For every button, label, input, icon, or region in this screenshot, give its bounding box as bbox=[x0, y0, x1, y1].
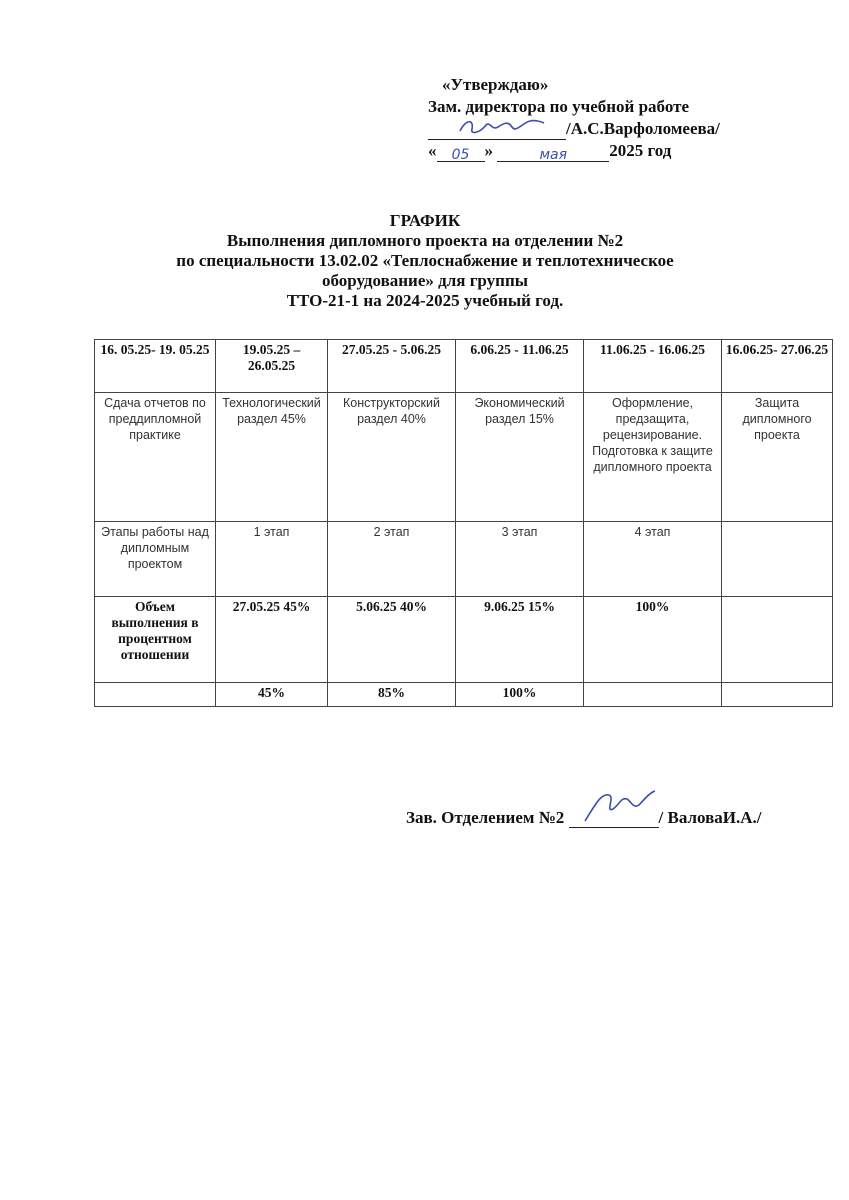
table-cell bbox=[722, 683, 833, 707]
head-name: / ВаловаИ.А./ bbox=[658, 808, 762, 827]
head-signature-block bbox=[406, 808, 762, 828]
table-cell: 85% bbox=[328, 683, 456, 707]
head-label: Зав. Отделением №2 bbox=[406, 808, 565, 827]
signature-field bbox=[428, 121, 566, 140]
table-cell: Этапы работы над дипломным проектом bbox=[95, 522, 216, 597]
handwritten-signature-icon bbox=[456, 115, 546, 139]
signature-field bbox=[569, 809, 659, 828]
table-row-stages bbox=[95, 522, 833, 597]
table-cell: Конструкторский раздел 40% bbox=[328, 393, 456, 522]
document-title bbox=[150, 211, 700, 311]
table-cell: 100% bbox=[456, 683, 584, 707]
table-cell: 5.06.25 40% bbox=[328, 597, 456, 683]
approval-heading: «Утверждаю» bbox=[442, 75, 549, 94]
table-cell: Сдача отчетов по преддипломной практике bbox=[95, 393, 216, 522]
approval-position: Зам. директора по учебной работе bbox=[428, 97, 689, 116]
table-cell: 45% bbox=[216, 683, 328, 707]
title-line-1: Выполнения дипломного проекта на отделении №2 bbox=[226, 231, 624, 250]
table-cell: 1 этап bbox=[216, 522, 328, 597]
table-cell: Защита дипломного проекта bbox=[722, 393, 833, 522]
table-row-cumulative bbox=[95, 683, 833, 707]
table-row-volume bbox=[95, 597, 833, 683]
table-cell: 16.06.25- 27.06.25 bbox=[722, 340, 833, 393]
table-cell: 16. 05.25- 19. 05.25 bbox=[95, 340, 216, 393]
date-year: 2025 год bbox=[609, 141, 672, 160]
table-cell: 4 этап bbox=[584, 522, 722, 597]
table-cell: 27.05.25 - 5.06.25 bbox=[328, 340, 456, 393]
approval-signature-line bbox=[428, 118, 720, 140]
table-cell: 9.06.25 15% bbox=[456, 597, 584, 683]
table-cell: Объем выполнения в процентном отношении bbox=[95, 597, 216, 683]
title-line-4: ТТО-21-1 на 2024-2025 учебный год. bbox=[286, 291, 564, 310]
date-day: 05 bbox=[437, 143, 485, 162]
approval-block bbox=[428, 74, 720, 162]
date-month: мая bbox=[497, 143, 609, 162]
title-heading: ГРАФИК bbox=[389, 211, 461, 230]
table-cell: Технологический раздел 45% bbox=[216, 393, 328, 522]
table-cell bbox=[95, 683, 216, 707]
approval-signatory: /А.С.Варфоломеева/ bbox=[566, 119, 720, 138]
table-cell: 3 этап bbox=[456, 522, 584, 597]
table-cell: 11.06.25 - 16.06.25 bbox=[584, 340, 722, 393]
table-cell: 100% bbox=[584, 597, 722, 683]
table-row-tasks bbox=[95, 393, 833, 522]
table-cell: 19.05.25 – 26.05.25 bbox=[216, 340, 328, 393]
table-cell: 6.06.25 - 11.06.25 bbox=[456, 340, 584, 393]
table-cell bbox=[722, 522, 833, 597]
title-line-2: по специальности 13.02.02 «Теплоснабжение и теплотехническое bbox=[176, 251, 674, 270]
table-cell: Оформление, предзащита, рецензирование. Подготовка к защите дипломного проекта bbox=[584, 393, 722, 522]
table-cell bbox=[584, 683, 722, 707]
title-line-3: оборудование» для группы bbox=[321, 271, 529, 290]
table-cell: 2 этап bbox=[328, 522, 456, 597]
table-cell: 27.05.25 45% bbox=[216, 597, 328, 683]
approval-date-line: « 05 » мая 2025 год bbox=[428, 141, 672, 163]
schedule-table bbox=[94, 339, 833, 707]
table-cell bbox=[722, 597, 833, 683]
handwritten-signature-icon bbox=[579, 787, 659, 827]
table-row-dates bbox=[95, 340, 833, 393]
table-cell: Экономический раздел 15% bbox=[456, 393, 584, 522]
